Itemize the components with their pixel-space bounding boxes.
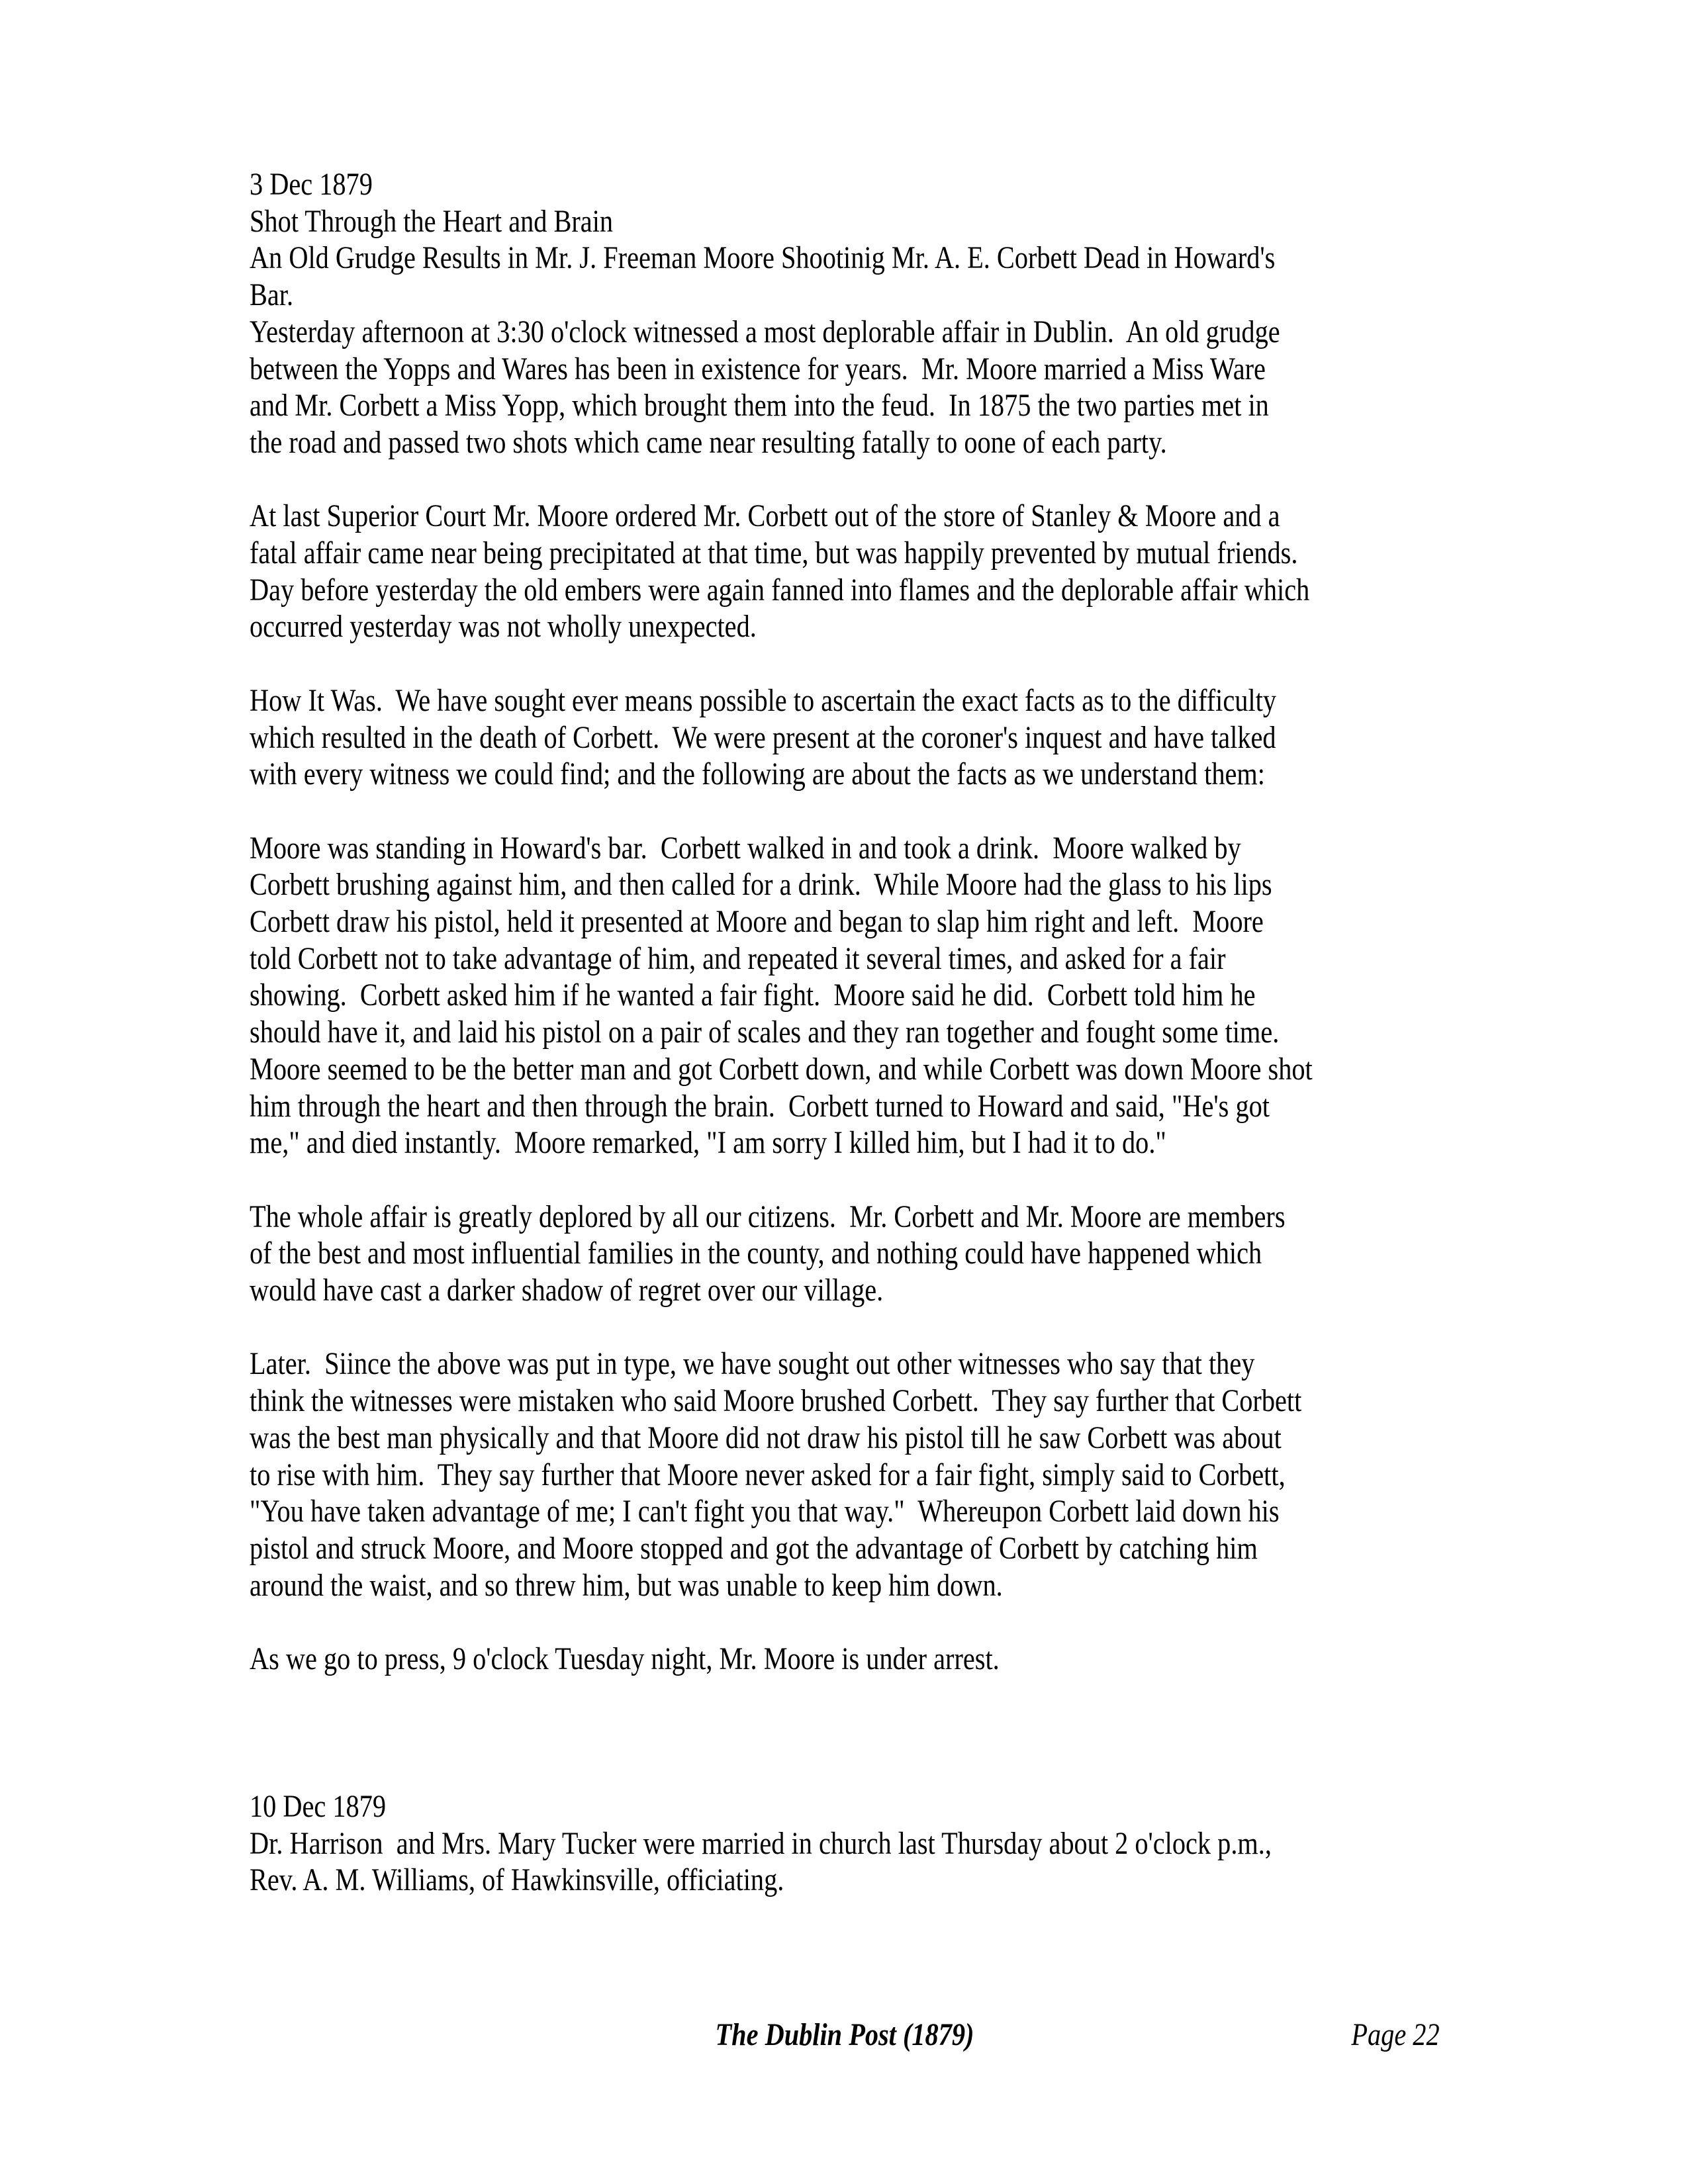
text-line: of the best and most influential families in the county, and nothing could have happened which [250, 1236, 1262, 1271]
text-line: was the best man physically and that Moore did not draw his pistol till he saw Corbett was about [250, 1420, 1282, 1455]
text-line: told Corbett not to take advantage of him, and repeated it several times, and asked for a fair [250, 940, 1226, 976]
text-line: him through the heart and then through the brain. Corbett turned to Howard and said, "He's got [250, 1088, 1270, 1124]
paragraph-press-arrest [250, 1641, 1441, 1678]
text-line: showing. Corbett asked him if he wanted a fair fight. Moore said he did. Corbett told him he [250, 978, 1256, 1013]
text-line: the road and passed two shots which came near resulting fatally to oone of each party. [250, 424, 1167, 460]
page-footer [250, 2017, 1440, 2054]
text-line: and Mr. Corbett a Miss Yopp, which brought them into the feud. In 1875 the two parties met in [250, 388, 1269, 424]
entry-10-dec-1879 [250, 1788, 1441, 1899]
text-line: How It Was. We have sought ever means possible to ascertain the exact facts as to the difficulty [250, 682, 1276, 718]
text-line: think the witnesses were mistaken who said Moore brushed Corbett. They say further that Corbett [250, 1383, 1302, 1419]
text-line: "You have taken advantage of me; I can't fight you that way." Whereupon Corbett laid down his [250, 1494, 1280, 1529]
text-line: An Old Grudge Results in Mr. J. Freeman Moore Shootinig Mr. A. E. Corbett Dead in Howard's [250, 240, 1276, 276]
text-line: The whole affair is greatly deplored by all our citizens. Mr. Corbett and Mr. Moore are members [250, 1199, 1286, 1234]
text-line: between the Yopps and Wares has been in existence for years. Mr. Moore married a Miss Ware [250, 351, 1266, 387]
entry-3-dec-1879 [250, 166, 1441, 461]
text-line: Moore seemed to be the better man and got Corbett down, and while Corbett was down Moore shot [250, 1051, 1313, 1087]
text-line: Moore was standing in Howard's bar. Corbett walked in and took a drink. Moore walked by [250, 830, 1241, 866]
paragraph-bar-fight [250, 830, 1441, 1161]
text-line: Rev. A. M. Williams, of Hawkinsville, officiating. [250, 1862, 784, 1898]
text-line: me," and died instantly. Moore remarked, "I am sorry I killed him, but I had it to do." [250, 1125, 1166, 1161]
paragraph-how-it-was [250, 682, 1441, 793]
text-line: Bar. [250, 277, 294, 313]
text-line: which resulted in the death of Corbett. We were present at the coroner's inquest and have talked [250, 719, 1276, 755]
text-line: Day before yesterday the old embers were again fanned into flames and the deplorable affair which [250, 572, 1310, 608]
text-line: Later. Siince the above was put in type, we have sought out other witnesses who say that they [250, 1346, 1255, 1382]
text-line: Corbett brushing against him, and then called for a drink. While Moore had the glass to his lips [250, 867, 1272, 903]
text-line: with every witness we could find; and the following are about the facts as we understand them: [250, 756, 1265, 792]
text-line: As we go to press, 9 o'clock Tuesday night, Mr. Moore is under arrest. [250, 1641, 1000, 1677]
text-line: At last Superior Court Mr. Moore ordered Mr. Corbett out of the store of Stanley & Moore and a [250, 498, 1280, 534]
text-line: 10 Dec 1879 [250, 1788, 387, 1824]
text-line: Shot Through the Heart and Brain [250, 203, 614, 239]
text-line: pistol and struck Moore, and Moore stopped and got the advantage of Corbett by catching him [250, 1530, 1258, 1566]
text-line: around the waist, and so threw him, but was unable to keep him down. [250, 1567, 1003, 1603]
text-line: Yesterday afternoon at 3:30 o'clock witnessed a most deplorable affair in Dublin. An old grudge [250, 314, 1280, 349]
article-body [250, 166, 1441, 1899]
paragraph-deplored [250, 1199, 1441, 1309]
footer-page-number: Page 22 [1351, 2017, 1440, 2052]
text-line: should have it, and laid his pistol on a pair of scales and they ran together and fought some time. [250, 1015, 1280, 1050]
text-line: Corbett draw his pistol, held it presented at Moore and began to slap him right and left. Moore [250, 904, 1264, 940]
footer-journal-title: The Dublin Post (1879) [715, 2017, 974, 2052]
text-line: to rise with him. They say further that Moore never asked for a fair fight, simply said to Corbett, [250, 1457, 1286, 1492]
paragraph-superior-court [250, 498, 1441, 645]
text-line: 3 Dec 1879 [250, 167, 373, 202]
text-line: Dr. Harrison and Mrs. Mary Tucker were married in church last Thursday about 2 o'clock p.m., [250, 1825, 1272, 1861]
text-line: would have cast a darker shadow of regret over our village. [250, 1273, 884, 1308]
paragraph-later [250, 1345, 1441, 1604]
text-line: occurred yesterday was not wholly unexpected. [250, 609, 757, 645]
text-line: fatal affair came near being precipitated at that time, but was happily prevented by mutual friends. [250, 535, 1298, 571]
